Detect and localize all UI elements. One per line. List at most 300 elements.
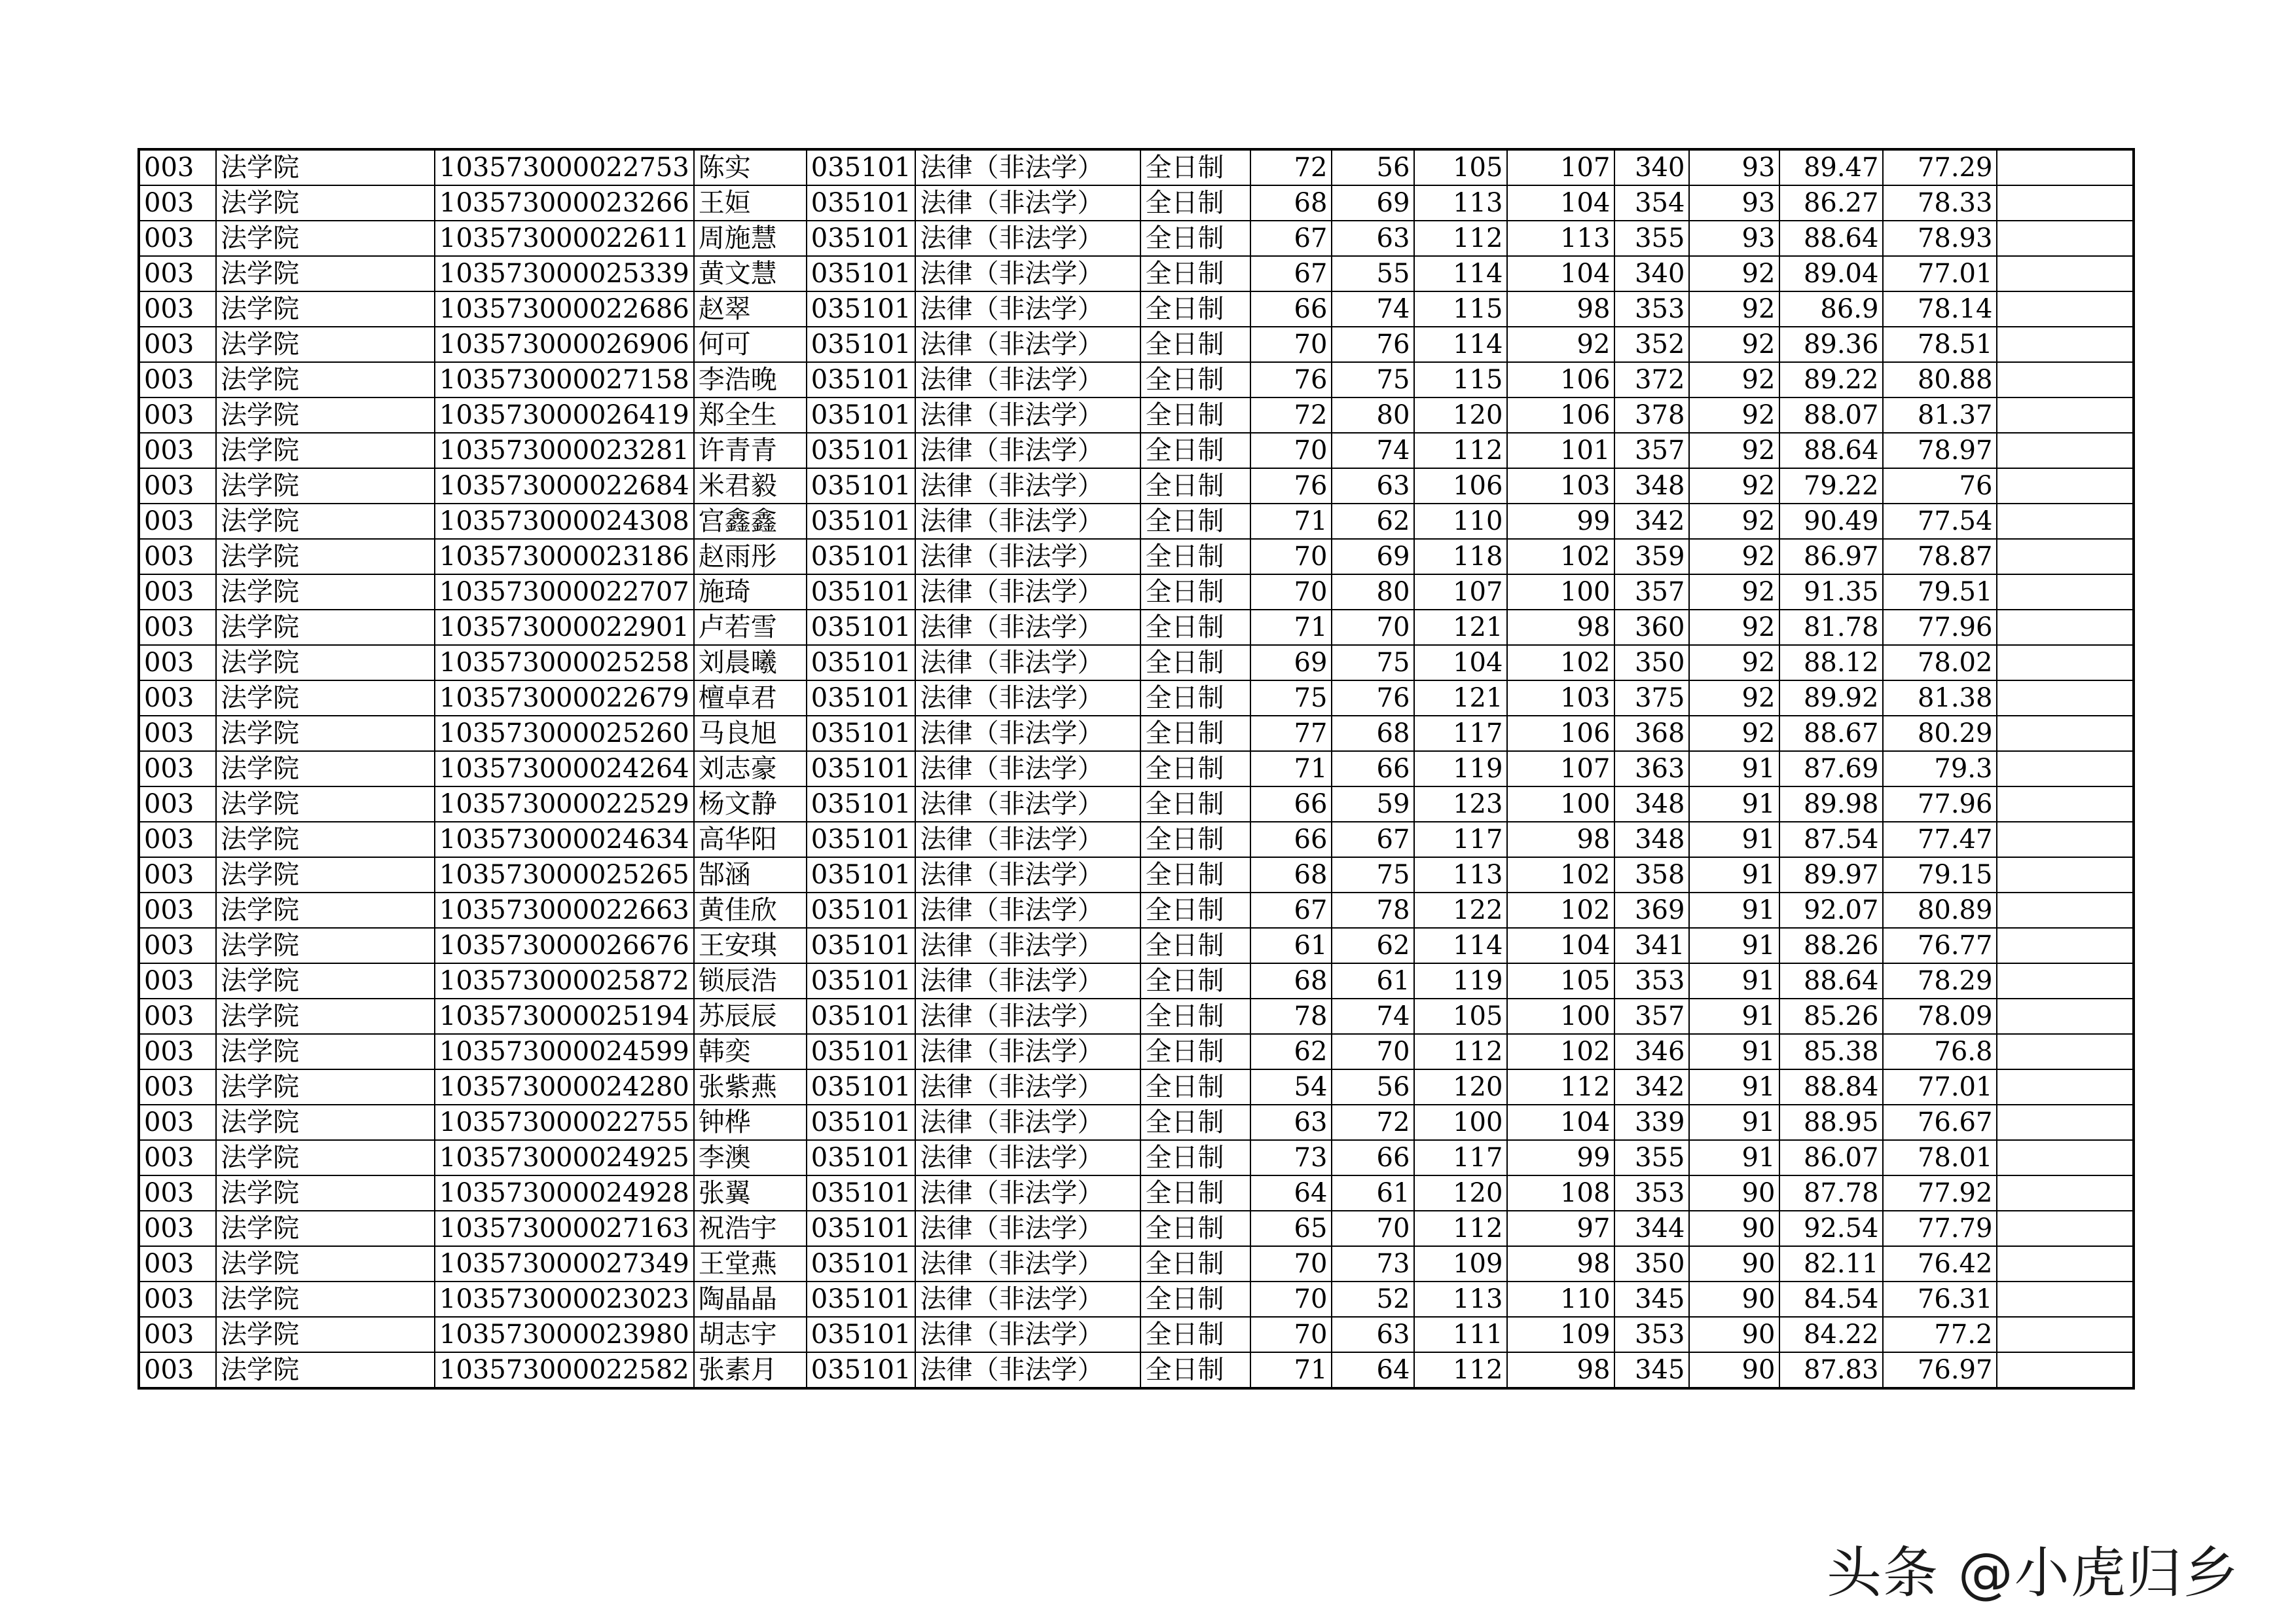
college-code-cell: 003: [139, 1246, 216, 1282]
total-score-cell: 360: [1614, 610, 1689, 645]
remark-cell: [1997, 999, 2134, 1034]
candidate-id-cell: 103573000022679: [435, 680, 694, 716]
remark-cell: [1997, 397, 2134, 433]
college-name-cell: 法学院: [216, 1069, 435, 1105]
foreign-language-score-cell: 63: [1332, 1317, 1414, 1352]
college-code-cell: 003: [139, 291, 216, 327]
college-code-cell: 003: [139, 1105, 216, 1140]
table-row: [139, 397, 2134, 433]
foreign-language-score-cell: 61: [1332, 963, 1414, 999]
remark-cell: [1997, 680, 2134, 716]
major-code-cell: 035101: [807, 1317, 916, 1352]
politics-score-cell: 68: [1250, 963, 1332, 999]
foreign-language-score-cell: 75: [1332, 857, 1414, 893]
final-score-cell: 80.88: [1883, 362, 1997, 397]
subject2-score-cell: 102: [1507, 857, 1614, 893]
major-code-cell: 035101: [807, 256, 916, 291]
cutoff-score-cell: 92: [1689, 397, 1779, 433]
foreign-language-score-cell: 56: [1332, 1069, 1414, 1105]
candidate-id-cell: 103573000022686: [435, 291, 694, 327]
subject1-score-cell: 119: [1414, 963, 1507, 999]
subject1-score-cell: 105: [1414, 149, 1507, 185]
college-code-cell: 003: [139, 1175, 216, 1211]
college-name-cell: 法学院: [216, 327, 435, 362]
total-score-cell: 350: [1614, 645, 1689, 680]
major-code-cell: 035101: [807, 822, 916, 857]
major-code-cell: 035101: [807, 610, 916, 645]
study-mode-cell: 全日制: [1140, 893, 1250, 928]
foreign-language-score-cell: 63: [1332, 221, 1414, 256]
final-score-cell: 77.96: [1883, 610, 1997, 645]
cutoff-score-cell: 93: [1689, 185, 1779, 221]
politics-score-cell: 76: [1250, 362, 1332, 397]
remark-cell: [1997, 539, 2134, 574]
total-score-cell: 350: [1614, 1246, 1689, 1282]
subject2-score-cell: 113: [1507, 221, 1614, 256]
candidate-id-cell: 103573000026906: [435, 327, 694, 362]
cutoff-score-cell: 91: [1689, 893, 1779, 928]
name-cell: 杨文静: [694, 786, 807, 822]
name-cell: 钟桦: [694, 1105, 807, 1140]
cutoff-score-cell: 91: [1689, 822, 1779, 857]
cutoff-score-cell: 92: [1689, 327, 1779, 362]
subject1-score-cell: 114: [1414, 327, 1507, 362]
subject2-score-cell: 100: [1507, 999, 1614, 1034]
candidate-id-cell: 103573000026419: [435, 397, 694, 433]
major-code-cell: 035101: [807, 185, 916, 221]
cutoff-score-cell: 91: [1689, 999, 1779, 1034]
table-row: [139, 822, 2134, 857]
politics-score-cell: 69: [1250, 645, 1332, 680]
remark-cell: [1997, 149, 2134, 185]
retest-score-cell: 90.49: [1779, 504, 1883, 539]
name-cell: 陈实: [694, 149, 807, 185]
major-name-cell: 法律（非法学）: [915, 928, 1140, 963]
major-code-cell: 035101: [807, 1352, 916, 1388]
college-code-cell: 003: [139, 1282, 216, 1317]
candidate-id-cell: 103573000027349: [435, 1246, 694, 1282]
subject2-score-cell: 103: [1507, 680, 1614, 716]
candidate-id-cell: 103573000025872: [435, 963, 694, 999]
candidate-id-cell: 103573000024634: [435, 822, 694, 857]
politics-score-cell: 70: [1250, 539, 1332, 574]
final-score-cell: 78.93: [1883, 221, 1997, 256]
retest-score-cell: 84.54: [1779, 1282, 1883, 1317]
name-cell: 赵翠: [694, 291, 807, 327]
name-cell: 高华阳: [694, 822, 807, 857]
cutoff-score-cell: 92: [1689, 610, 1779, 645]
final-score-cell: 76.8: [1883, 1034, 1997, 1069]
candidate-id-cell: 103573000023980: [435, 1317, 694, 1352]
name-cell: 米君毅: [694, 468, 807, 504]
college-name-cell: 法学院: [216, 1352, 435, 1388]
college-name-cell: 法学院: [216, 149, 435, 185]
cutoff-score-cell: 92: [1689, 468, 1779, 504]
study-mode-cell: 全日制: [1140, 786, 1250, 822]
subject1-score-cell: 113: [1414, 1282, 1507, 1317]
final-score-cell: 80.89: [1883, 893, 1997, 928]
table-row: [139, 1175, 2134, 1211]
foreign-language-score-cell: 63: [1332, 468, 1414, 504]
college-code-cell: 003: [139, 504, 216, 539]
cutoff-score-cell: 92: [1689, 680, 1779, 716]
college-code-cell: 003: [139, 1034, 216, 1069]
name-cell: 胡志宇: [694, 1317, 807, 1352]
total-score-cell: 348: [1614, 468, 1689, 504]
college-name-cell: 法学院: [216, 1105, 435, 1140]
major-code-cell: 035101: [807, 327, 916, 362]
study-mode-cell: 全日制: [1140, 857, 1250, 893]
remark-cell: [1997, 433, 2134, 468]
study-mode-cell: 全日制: [1140, 1282, 1250, 1317]
table-row: [139, 893, 2134, 928]
table-row: [139, 680, 2134, 716]
remark-cell: [1997, 468, 2134, 504]
foreign-language-score-cell: 56: [1332, 149, 1414, 185]
politics-score-cell: 71: [1250, 610, 1332, 645]
retest-score-cell: 88.12: [1779, 645, 1883, 680]
study-mode-cell: 全日制: [1140, 291, 1250, 327]
table-row: [139, 1069, 2134, 1105]
total-score-cell: 353: [1614, 1175, 1689, 1211]
total-score-cell: 342: [1614, 1069, 1689, 1105]
subject2-score-cell: 106: [1507, 716, 1614, 751]
cutoff-score-cell: 92: [1689, 291, 1779, 327]
retest-score-cell: 88.26: [1779, 928, 1883, 963]
table-row: [139, 716, 2134, 751]
retest-score-cell: 89.47: [1779, 149, 1883, 185]
final-score-cell: 79.15: [1883, 857, 1997, 893]
major-name-cell: 法律（非法学）: [915, 1282, 1140, 1317]
major-name-cell: 法律（非法学）: [915, 221, 1140, 256]
total-score-cell: 340: [1614, 256, 1689, 291]
retest-score-cell: 88.64: [1779, 221, 1883, 256]
retest-score-cell: 91.35: [1779, 574, 1883, 610]
college-code-cell: 003: [139, 963, 216, 999]
final-score-cell: 80.29: [1883, 716, 1997, 751]
cutoff-score-cell: 92: [1689, 504, 1779, 539]
college-code-cell: 003: [139, 822, 216, 857]
college-name-cell: 法学院: [216, 645, 435, 680]
total-score-cell: 357: [1614, 999, 1689, 1034]
major-code-cell: 035101: [807, 716, 916, 751]
subject1-score-cell: 121: [1414, 680, 1507, 716]
study-mode-cell: 全日制: [1140, 680, 1250, 716]
college-name-cell: 法学院: [216, 1034, 435, 1069]
college-code-cell: 003: [139, 149, 216, 185]
college-code-cell: 003: [139, 362, 216, 397]
college-code-cell: 003: [139, 468, 216, 504]
major-name-cell: 法律（非法学）: [915, 185, 1140, 221]
college-code-cell: 003: [139, 999, 216, 1034]
subject1-score-cell: 112: [1414, 433, 1507, 468]
total-score-cell: 368: [1614, 716, 1689, 751]
total-score-cell: 353: [1614, 291, 1689, 327]
politics-score-cell: 70: [1250, 327, 1332, 362]
remark-cell: [1997, 1034, 2134, 1069]
major-code-cell: 035101: [807, 928, 916, 963]
college-name-cell: 法学院: [216, 468, 435, 504]
final-score-cell: 78.33: [1883, 185, 1997, 221]
table-row: [139, 1282, 2134, 1317]
name-cell: 王姮: [694, 185, 807, 221]
remark-cell: [1997, 1105, 2134, 1140]
study-mode-cell: 全日制: [1140, 610, 1250, 645]
foreign-language-score-cell: 69: [1332, 539, 1414, 574]
major-code-cell: 035101: [807, 574, 916, 610]
college-code-cell: 003: [139, 928, 216, 963]
major-code-cell: 035101: [807, 397, 916, 433]
study-mode-cell: 全日制: [1140, 1317, 1250, 1352]
candidate-id-cell: 103573000024308: [435, 504, 694, 539]
foreign-language-score-cell: 66: [1332, 1140, 1414, 1175]
remark-cell: [1997, 362, 2134, 397]
major-code-cell: 035101: [807, 291, 916, 327]
cutoff-score-cell: 91: [1689, 928, 1779, 963]
remark-cell: [1997, 928, 2134, 963]
name-cell: 马良旭: [694, 716, 807, 751]
final-score-cell: 79.51: [1883, 574, 1997, 610]
politics-score-cell: 65: [1250, 1211, 1332, 1246]
study-mode-cell: 全日制: [1140, 397, 1250, 433]
name-cell: 郜涵: [694, 857, 807, 893]
major-name-cell: 法律（非法学）: [915, 1246, 1140, 1282]
subject1-score-cell: 120: [1414, 397, 1507, 433]
foreign-language-score-cell: 80: [1332, 574, 1414, 610]
subject2-score-cell: 98: [1507, 291, 1614, 327]
study-mode-cell: 全日制: [1140, 1034, 1250, 1069]
major-code-cell: 035101: [807, 433, 916, 468]
final-score-cell: 77.79: [1883, 1211, 1997, 1246]
total-score-cell: 369: [1614, 893, 1689, 928]
foreign-language-score-cell: 70: [1332, 1034, 1414, 1069]
college-code-cell: 003: [139, 397, 216, 433]
major-name-cell: 法律（非法学）: [915, 680, 1140, 716]
table-row: [139, 610, 2134, 645]
retest-score-cell: 84.22: [1779, 1317, 1883, 1352]
total-score-cell: 345: [1614, 1282, 1689, 1317]
candidate-id-cell: 103573000027163: [435, 1211, 694, 1246]
remark-cell: [1997, 751, 2134, 786]
final-score-cell: 78.02: [1883, 645, 1997, 680]
politics-score-cell: 68: [1250, 857, 1332, 893]
subject2-score-cell: 97: [1507, 1211, 1614, 1246]
cutoff-score-cell: 91: [1689, 1069, 1779, 1105]
remark-cell: [1997, 716, 2134, 751]
cutoff-score-cell: 91: [1689, 1034, 1779, 1069]
name-cell: 郑全生: [694, 397, 807, 433]
candidate-id-cell: 103573000023186: [435, 539, 694, 574]
subject2-score-cell: 99: [1507, 504, 1614, 539]
politics-score-cell: 67: [1250, 221, 1332, 256]
major-name-cell: 法律（非法学）: [915, 291, 1140, 327]
table-row: [139, 539, 2134, 574]
college-name-cell: 法学院: [216, 185, 435, 221]
college-code-cell: 003: [139, 857, 216, 893]
table-row: [139, 999, 2134, 1034]
candidate-id-cell: 103573000022611: [435, 221, 694, 256]
candidate-id-cell: 103573000022582: [435, 1352, 694, 1388]
remark-cell: [1997, 610, 2134, 645]
subject2-score-cell: 102: [1507, 1034, 1614, 1069]
name-cell: 张紫燕: [694, 1069, 807, 1105]
college-code-cell: 003: [139, 751, 216, 786]
major-name-cell: 法律（非法学）: [915, 149, 1140, 185]
retest-score-cell: 89.97: [1779, 857, 1883, 893]
retest-score-cell: 89.04: [1779, 256, 1883, 291]
candidate-id-cell: 103573000025260: [435, 716, 694, 751]
subject1-score-cell: 120: [1414, 1175, 1507, 1211]
candidate-id-cell: 103573000027158: [435, 362, 694, 397]
table-row: [139, 786, 2134, 822]
major-code-cell: 035101: [807, 999, 916, 1034]
candidate-id-cell: 103573000024599: [435, 1034, 694, 1069]
study-mode-cell: 全日制: [1140, 149, 1250, 185]
study-mode-cell: 全日制: [1140, 539, 1250, 574]
cutoff-score-cell: 90: [1689, 1317, 1779, 1352]
foreign-language-score-cell: 68: [1332, 716, 1414, 751]
subject2-score-cell: 106: [1507, 397, 1614, 433]
total-score-cell: 372: [1614, 362, 1689, 397]
final-score-cell: 76.42: [1883, 1246, 1997, 1282]
major-name-cell: 法律（非法学）: [915, 1140, 1140, 1175]
retest-score-cell: 87.83: [1779, 1352, 1883, 1388]
college-name-cell: 法学院: [216, 610, 435, 645]
politics-score-cell: 78: [1250, 999, 1332, 1034]
major-name-cell: 法律（非法学）: [915, 716, 1140, 751]
subject2-score-cell: 107: [1507, 751, 1614, 786]
table-row: [139, 149, 2134, 185]
cutoff-score-cell: 92: [1689, 716, 1779, 751]
final-score-cell: 76: [1883, 468, 1997, 504]
politics-score-cell: 75: [1250, 680, 1332, 716]
retest-score-cell: 87.78: [1779, 1175, 1883, 1211]
name-cell: 宫鑫鑫: [694, 504, 807, 539]
college-name-cell: 法学院: [216, 716, 435, 751]
study-mode-cell: 全日制: [1140, 1211, 1250, 1246]
cutoff-score-cell: 90: [1689, 1175, 1779, 1211]
candidate-id-cell: 103573000024928: [435, 1175, 694, 1211]
candidate-id-cell: 103573000025265: [435, 857, 694, 893]
study-mode-cell: 全日制: [1140, 645, 1250, 680]
final-score-cell: 76.31: [1883, 1282, 1997, 1317]
study-mode-cell: 全日制: [1140, 822, 1250, 857]
college-name-cell: 法学院: [216, 786, 435, 822]
college-code-cell: 003: [139, 716, 216, 751]
retest-score-cell: 79.22: [1779, 468, 1883, 504]
total-score-cell: 355: [1614, 221, 1689, 256]
major-name-cell: 法律（非法学）: [915, 645, 1140, 680]
college-name-cell: 法学院: [216, 1140, 435, 1175]
remark-cell: [1997, 1175, 2134, 1211]
total-score-cell: 345: [1614, 1352, 1689, 1388]
college-code-cell: 003: [139, 256, 216, 291]
politics-score-cell: 61: [1250, 928, 1332, 963]
retest-score-cell: 88.64: [1779, 963, 1883, 999]
table-row: [139, 362, 2134, 397]
final-score-cell: 78.01: [1883, 1140, 1997, 1175]
college-name-cell: 法学院: [216, 893, 435, 928]
politics-score-cell: 66: [1250, 291, 1332, 327]
name-cell: 檀卓君: [694, 680, 807, 716]
name-cell: 锁辰浩: [694, 963, 807, 999]
subject2-score-cell: 104: [1507, 256, 1614, 291]
foreign-language-score-cell: 69: [1332, 185, 1414, 221]
table-row: [139, 928, 2134, 963]
politics-score-cell: 66: [1250, 822, 1332, 857]
foreign-language-score-cell: 76: [1332, 680, 1414, 716]
study-mode-cell: 全日制: [1140, 327, 1250, 362]
politics-score-cell: 70: [1250, 1317, 1332, 1352]
politics-score-cell: 63: [1250, 1105, 1332, 1140]
candidate-id-cell: 103573000022663: [435, 893, 694, 928]
major-name-cell: 法律（非法学）: [915, 1352, 1140, 1388]
major-code-cell: 035101: [807, 221, 916, 256]
major-name-cell: 法律（非法学）: [915, 397, 1140, 433]
college-name-cell: 法学院: [216, 680, 435, 716]
college-code-cell: 003: [139, 1140, 216, 1175]
study-mode-cell: 全日制: [1140, 221, 1250, 256]
major-name-cell: 法律（非法学）: [915, 1317, 1140, 1352]
candidate-id-cell: 103573000022901: [435, 610, 694, 645]
study-mode-cell: 全日制: [1140, 751, 1250, 786]
candidate-id-cell: 103573000023023: [435, 1282, 694, 1317]
subject2-score-cell: 110: [1507, 1282, 1614, 1317]
foreign-language-score-cell: 62: [1332, 928, 1414, 963]
remark-cell: [1997, 221, 2134, 256]
table-row: [139, 468, 2134, 504]
retest-score-cell: 89.36: [1779, 327, 1883, 362]
foreign-language-score-cell: 74: [1332, 999, 1414, 1034]
cutoff-score-cell: 92: [1689, 574, 1779, 610]
study-mode-cell: 全日制: [1140, 256, 1250, 291]
remark-cell: [1997, 185, 2134, 221]
final-score-cell: 77.47: [1883, 822, 1997, 857]
politics-score-cell: 54: [1250, 1069, 1332, 1105]
major-name-cell: 法律（非法学）: [915, 468, 1140, 504]
college-code-cell: 003: [139, 539, 216, 574]
name-cell: 许青青: [694, 433, 807, 468]
college-name-cell: 法学院: [216, 822, 435, 857]
subject2-score-cell: 104: [1507, 1105, 1614, 1140]
subject2-score-cell: 102: [1507, 893, 1614, 928]
major-code-cell: 035101: [807, 786, 916, 822]
college-name-cell: 法学院: [216, 504, 435, 539]
retest-score-cell: 86.97: [1779, 539, 1883, 574]
final-score-cell: 78.29: [1883, 963, 1997, 999]
cutoff-score-cell: 90: [1689, 1282, 1779, 1317]
final-score-cell: 78.97: [1883, 433, 1997, 468]
study-mode-cell: 全日制: [1140, 1352, 1250, 1388]
college-code-cell: 003: [139, 610, 216, 645]
major-name-cell: 法律（非法学）: [915, 327, 1140, 362]
foreign-language-score-cell: 73: [1332, 1246, 1414, 1282]
study-mode-cell: 全日制: [1140, 716, 1250, 751]
remark-cell: [1997, 786, 2134, 822]
college-name-cell: 法学院: [216, 256, 435, 291]
politics-score-cell: 70: [1250, 1282, 1332, 1317]
college-code-cell: 003: [139, 645, 216, 680]
table-row: [139, 857, 2134, 893]
cutoff-score-cell: 93: [1689, 221, 1779, 256]
table-row: [139, 433, 2134, 468]
retest-score-cell: 86.27: [1779, 185, 1883, 221]
subject2-score-cell: 98: [1507, 1352, 1614, 1388]
major-code-cell: 035101: [807, 1105, 916, 1140]
final-score-cell: 76.67: [1883, 1105, 1997, 1140]
retest-score-cell: 88.67: [1779, 716, 1883, 751]
college-name-cell: 法学院: [216, 539, 435, 574]
